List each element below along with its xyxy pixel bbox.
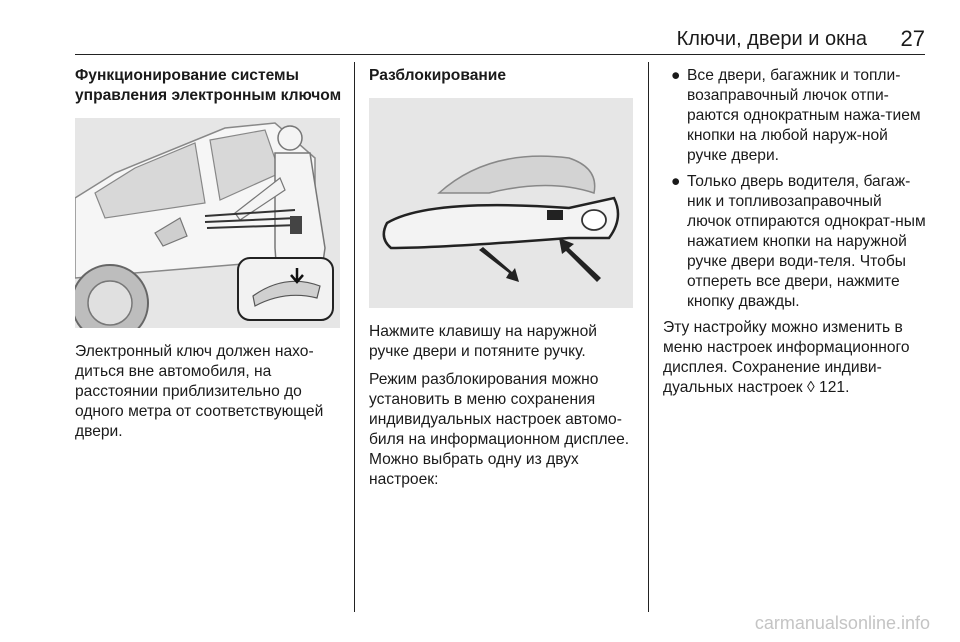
- column-right: [663, 66, 928, 406]
- reference-arrow-icon: ◊: [806, 379, 815, 396]
- bullet-icon: ●: [671, 173, 681, 190]
- paragraph: [663, 318, 928, 398]
- column-left: [75, 66, 345, 450]
- paragraph-text: Эту настройку можно изменить в меню настроек информационного дисплея. Сохранение индиви-дуальных настроек: [663, 319, 910, 396]
- section-heading: Функционирование системы управления электронным ключом: [75, 67, 342, 104]
- page-header: [75, 24, 925, 55]
- column-middle: [369, 66, 633, 498]
- section-heading: Разблокирование: [369, 67, 507, 84]
- page-reference[interactable]: 121.: [819, 379, 850, 396]
- list-item: [663, 66, 928, 166]
- illustration-person-car-key: [75, 118, 340, 328]
- chapter-title: Ключи, двери и окна: [676, 28, 867, 50]
- bullet-icon: ●: [671, 67, 681, 84]
- column-divider: [648, 62, 649, 612]
- paragraph: Электронный ключ должен нахо-диться вне автомобиля, на расстоянии приблизительно до одного метра от соответствующей двери.: [75, 343, 324, 440]
- list-item-text: Только дверь водителя, багаж-ник и топливозаправочный лючок отпираются однократ-ным нажатием кнопки на наружной ручке двери води-теля. Чтобы отпереть все двери, нажмите кнопку дважды.: [687, 173, 926, 310]
- page-number: 27: [900, 26, 925, 51]
- list-item-text: Все двери, багажник и топли-возаправочный лючок отпи-раются однократным нажа-тием кнопки на любой наруж-ной ручке двери.: [687, 67, 921, 164]
- bullet-list: [663, 66, 928, 312]
- paragraph: Режим разблокирования можно установить в меню сохранения индивидуальных настроек автомо-биля на информационном дисплее. Можно выбрать одну из двух настроек:: [369, 371, 630, 488]
- column-divider: [354, 62, 355, 612]
- watermark: carmanualsonline.info: [754, 613, 930, 633]
- list-item: [663, 172, 928, 312]
- illustration-door-handle: [369, 98, 633, 308]
- paragraph: Нажмите клавишу на наружной ручке двери и потяните ручку.: [369, 323, 597, 360]
